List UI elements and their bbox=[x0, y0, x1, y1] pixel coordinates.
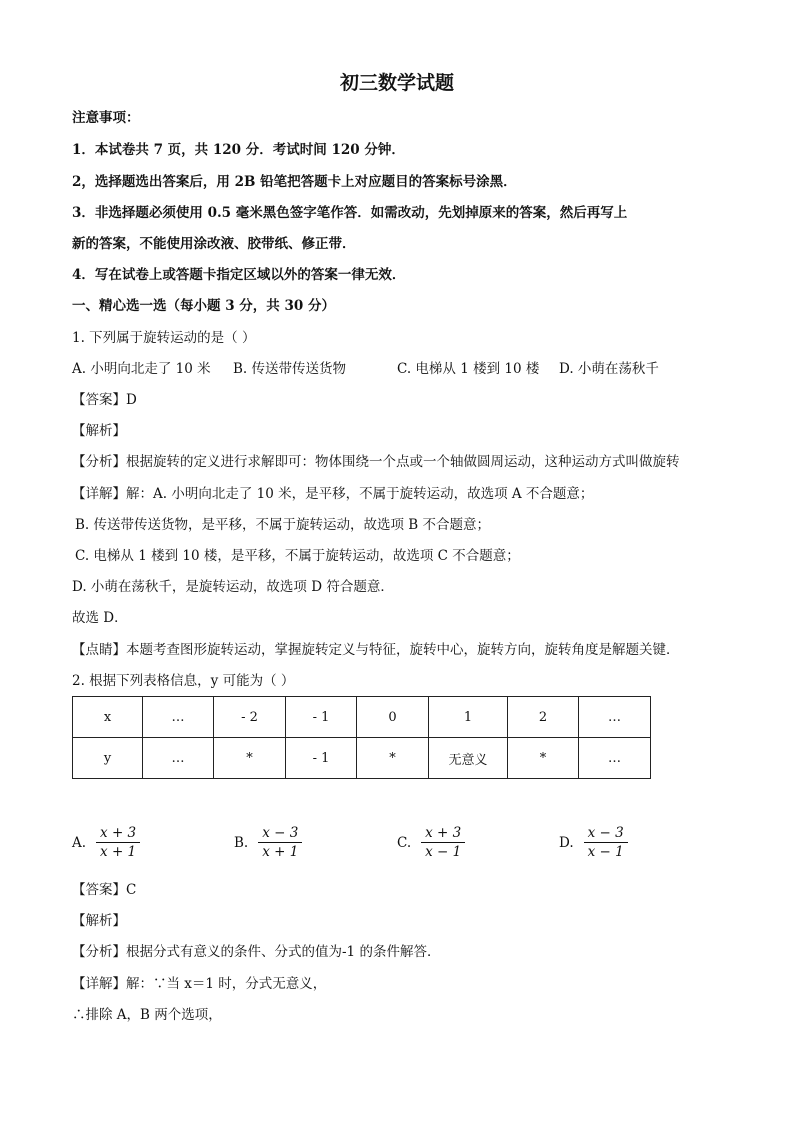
table-cell: … bbox=[579, 738, 651, 779]
option-label: D. bbox=[559, 834, 574, 851]
table-cell: - 1 bbox=[286, 738, 357, 779]
fraction bbox=[96, 824, 140, 861]
table-cell: … bbox=[579, 697, 651, 738]
q1-detail-b: B. 传送带传送货物，是平移，不属于旋转运动，故选项 B 不合题意； bbox=[75, 517, 491, 533]
notice-item-1: 1．本试卷共 7 页，共 120 分．考试时间 120 分钟． bbox=[72, 142, 405, 158]
denominator: x + 1 bbox=[262, 844, 299, 860]
table-cell: * bbox=[357, 738, 429, 779]
q1-answer: 【答案】D bbox=[72, 392, 137, 408]
numerator: x − 3 bbox=[587, 825, 624, 841]
denominator: x + 1 bbox=[100, 844, 137, 860]
q2-detail-2: ∴排除 A，B 两个选项， bbox=[72, 1007, 222, 1023]
denominator: x − 1 bbox=[587, 844, 624, 860]
table-cell: * bbox=[508, 738, 579, 779]
table-cell: y bbox=[73, 738, 143, 779]
table-cell: * bbox=[214, 738, 286, 779]
denominator: x − 1 bbox=[425, 844, 462, 860]
q2-analysis-label: 【解析】 bbox=[72, 913, 126, 929]
table-cell: - 2 bbox=[214, 697, 286, 738]
q2-answer: 【答案】C bbox=[72, 882, 137, 898]
table-cell: 无意义 bbox=[429, 738, 508, 779]
q1-option-b: B. 传送带传送货物 bbox=[233, 361, 347, 377]
notice-item-3: 3．非选择题必须使用 0.5 毫米黑色签字笔作答．如需改动，先划掉原来的答案，然后再写上 bbox=[72, 205, 628, 221]
notice-item-4: 4．写在试卷上或答题卡指定区域以外的答案一律无效． bbox=[72, 267, 406, 283]
table-row-y bbox=[73, 738, 651, 779]
numerator: x + 3 bbox=[100, 825, 137, 841]
q1-option-c: C. 电梯从 1 楼到 10 楼 bbox=[397, 361, 540, 377]
q2-option-d bbox=[559, 824, 628, 861]
table-cell: … bbox=[143, 738, 214, 779]
question-2-stem: 2. 根据下列表格信息，y 可能为（ ） bbox=[72, 673, 295, 689]
q1-analysis-label: 【解析】 bbox=[72, 423, 126, 439]
table-cell: x bbox=[73, 697, 143, 738]
numerator: x + 3 bbox=[425, 825, 462, 841]
numerator: x − 3 bbox=[262, 825, 299, 841]
table-cell: 2 bbox=[508, 697, 579, 738]
section-heading: 一、精心选一选（每小题 3 分，共 30 分） bbox=[72, 298, 335, 314]
q1-detail-a: 【详解】解：A. 小明向北走了 10 米，是平移，不属于旋转运动，故选项 A 不合题意； bbox=[72, 486, 594, 502]
q2-option-b bbox=[234, 824, 302, 861]
q1-fenxi: 【分析】根据旋转的定义进行求解即可：物体围绕一个点或一个轴做圆周运动，这种运动方式叫做旋转 bbox=[72, 454, 680, 470]
q1-conclusion: 故选 D． bbox=[72, 610, 128, 626]
notice-item-2: 2，选择题选出答案后，用 2B 铅笔把答题卡上对应题目的答案标号涂黑． bbox=[72, 174, 517, 190]
fraction bbox=[258, 824, 302, 861]
notice-item-3-cont: 新的答案，不能使用涂改液、胶带纸、修正带． bbox=[72, 236, 356, 252]
option-label: A. bbox=[72, 834, 87, 851]
q2-option-c bbox=[397, 824, 465, 861]
fraction bbox=[584, 824, 628, 861]
q2-detail-1: 【详解】解：∵当 x＝1 时，分式无意义， bbox=[72, 976, 327, 992]
q1-option-d: D. 小萌在荡秋千 bbox=[559, 361, 659, 377]
q1-option-a: A. 小明向北走了 10 米 bbox=[72, 361, 211, 377]
table-row-x bbox=[73, 697, 651, 738]
table-cell: 1 bbox=[429, 697, 508, 738]
notice-heading: 注意事项： bbox=[72, 110, 140, 126]
q2-option-a bbox=[72, 824, 140, 861]
q1-detail-d: D. 小萌在荡秋千，是旋转运动，故选项 D 符合题意． bbox=[72, 579, 394, 595]
table-cell: … bbox=[143, 697, 214, 738]
table-cell: - 1 bbox=[286, 697, 357, 738]
question-1-stem: 1. 下列属于旋转运动的是（ ） bbox=[72, 330, 256, 346]
q1-detail-c: C. 电梯从 1 楼到 10 楼，是平移，不属于旋转运动，故选项 C 不合题意； bbox=[75, 548, 520, 564]
fraction bbox=[421, 824, 465, 861]
page-title: 初三数学试题 bbox=[339, 72, 454, 94]
value-table bbox=[72, 696, 651, 779]
option-label: C. bbox=[397, 834, 412, 851]
table-cell: 0 bbox=[357, 697, 429, 738]
q2-fenxi: 【分析】根据分式有意义的条件、分式的值为-1 的条件解答． bbox=[72, 944, 441, 960]
q1-dianjing: 【点睛】本题考查图形旋转运动，掌握旋转定义与特征，旋转中心，旋转方向，旋转角度是解题关键． bbox=[72, 642, 680, 658]
option-label: B. bbox=[234, 834, 249, 851]
